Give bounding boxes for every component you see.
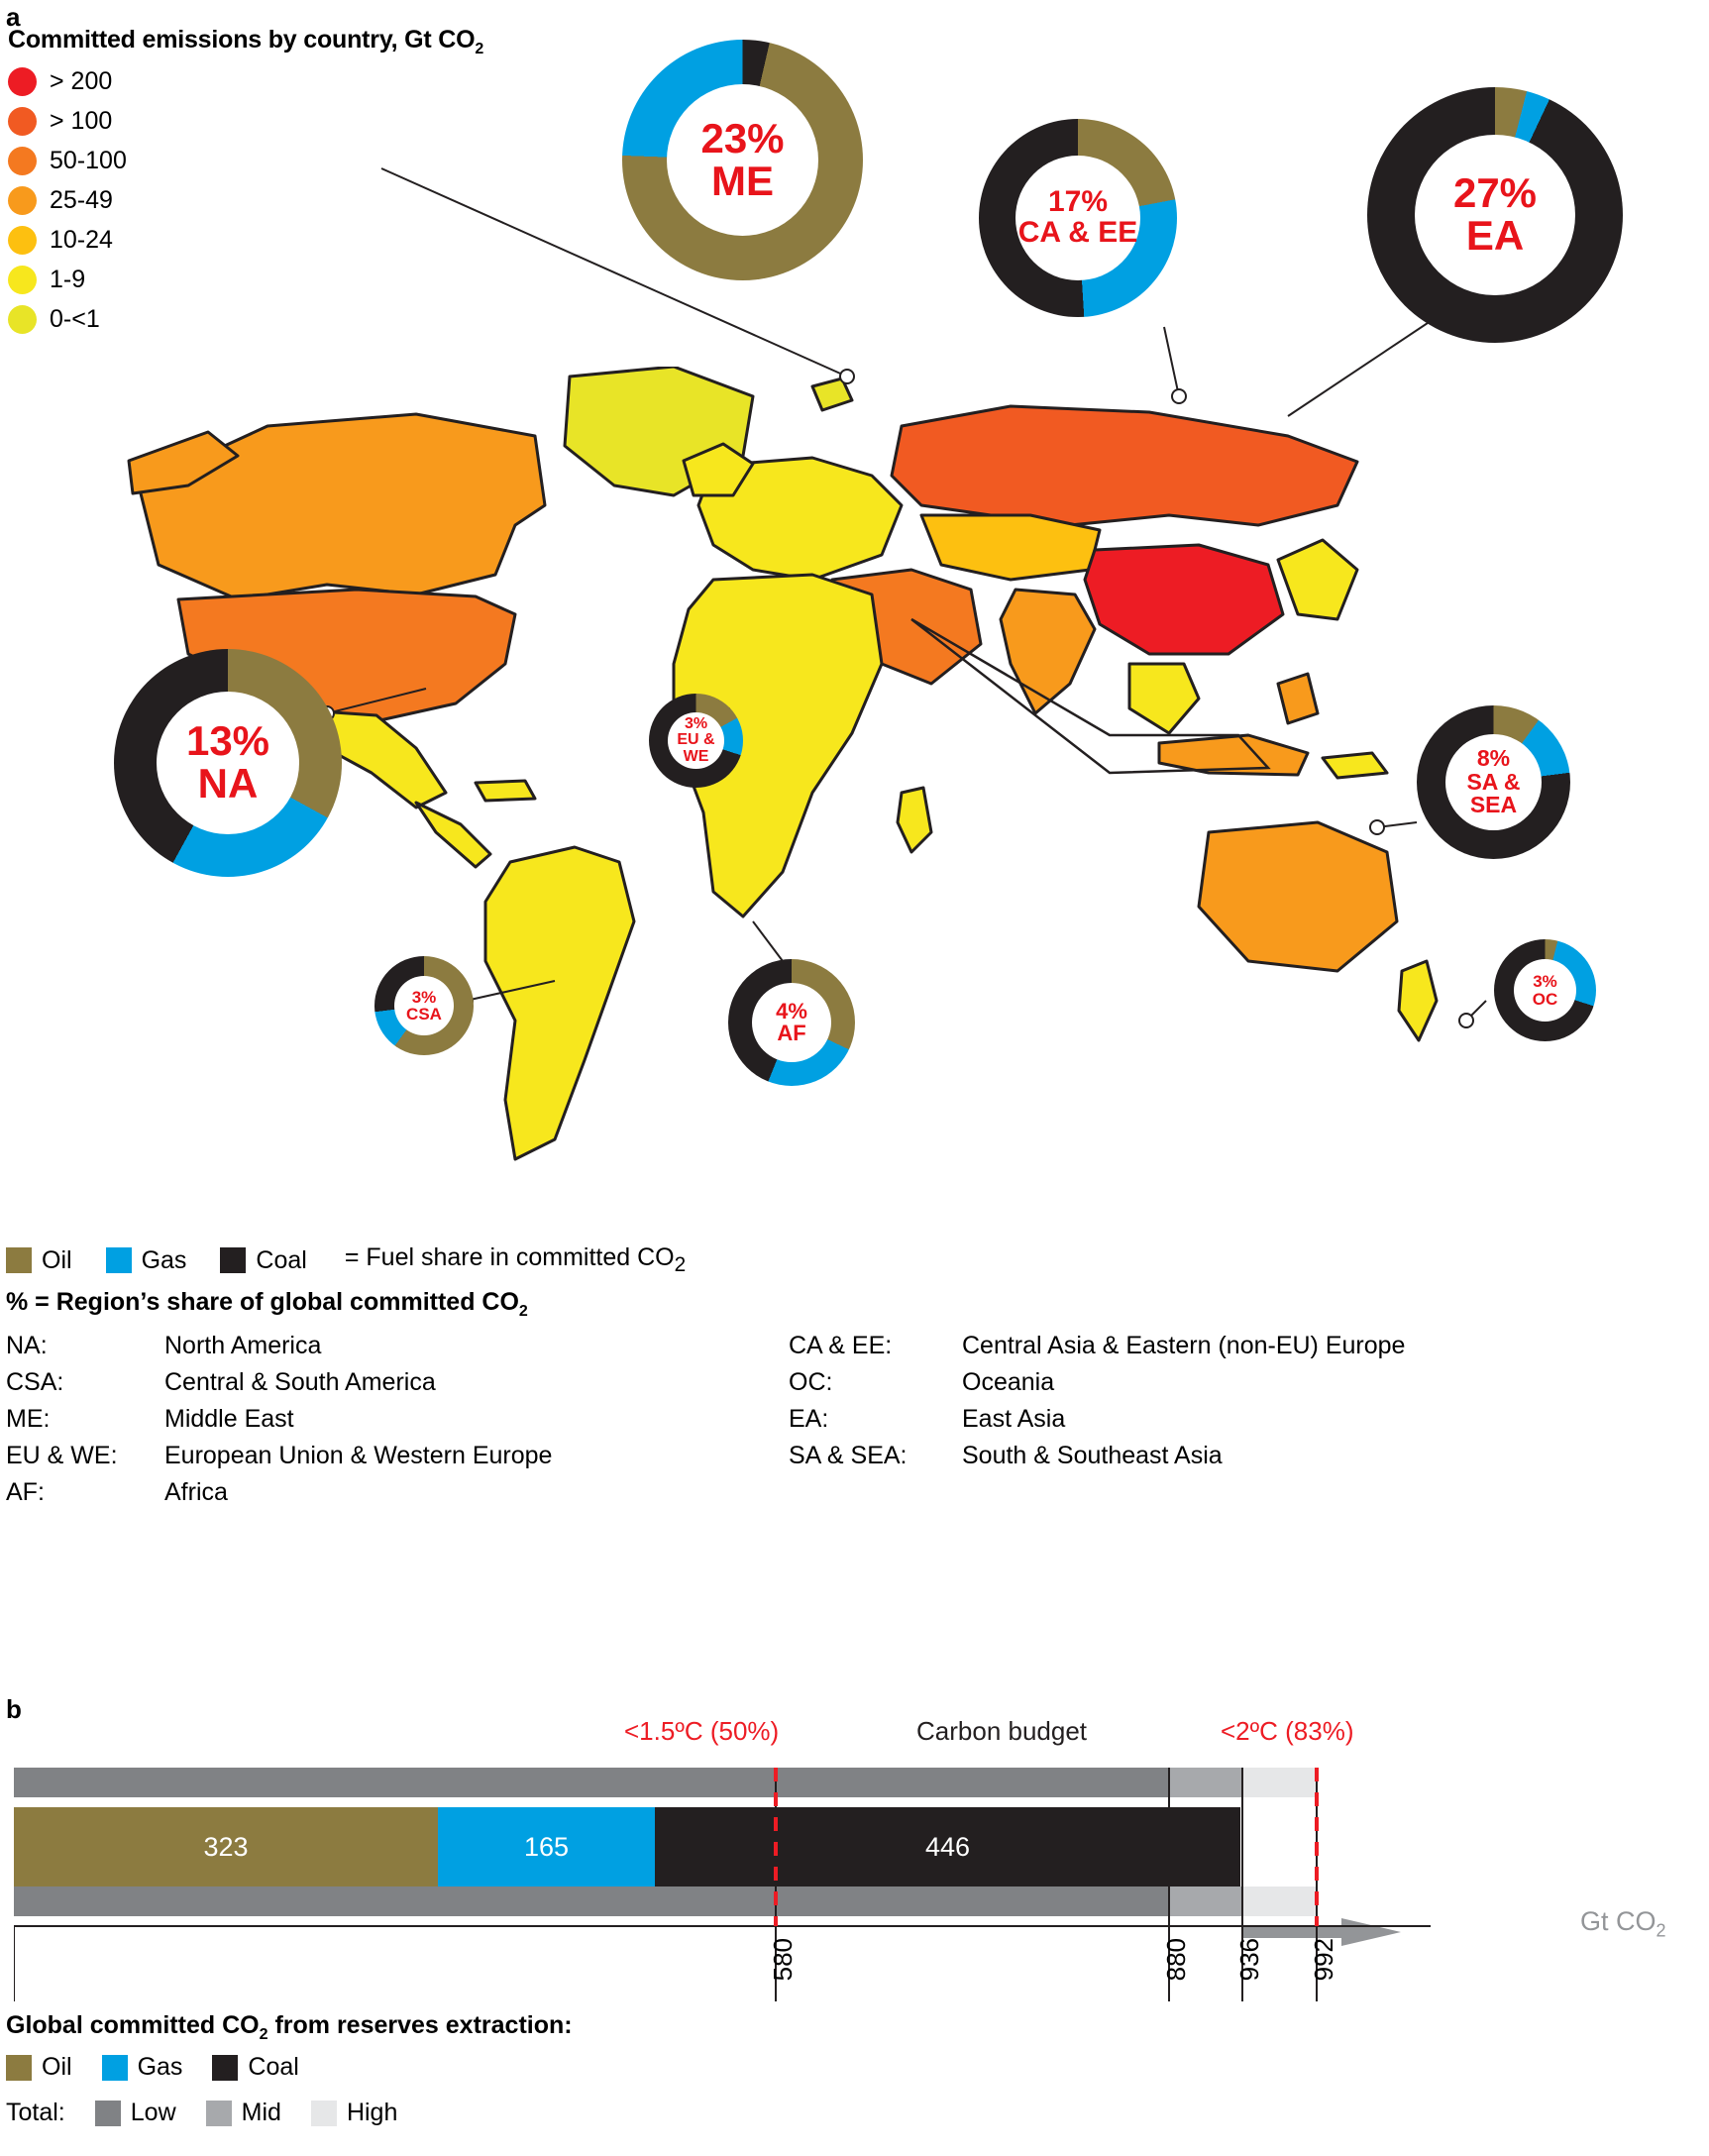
legend-item xyxy=(8,220,127,260)
donut-NA-share: 13% xyxy=(185,717,270,765)
donut-SA-SEA[interactable] xyxy=(1417,705,1570,859)
legend-item-label: 0-<1 xyxy=(50,304,100,333)
donut-CSA-code: CSA xyxy=(406,1005,442,1024)
abbrev-value: North America xyxy=(164,1332,322,1359)
b-legend-high xyxy=(311,2099,397,2127)
panel-b-caption xyxy=(6,2011,573,2044)
b-legend-oil xyxy=(6,2053,72,2082)
legend-item xyxy=(8,141,127,180)
fuel-share-legend xyxy=(6,1243,686,1277)
axis-unit-text: Gt CO xyxy=(1580,1906,1656,1936)
panel-b-caption-rest: from reserves extraction: xyxy=(267,2011,573,2039)
abbrev-value2: Oceania xyxy=(962,1368,1055,1396)
donut-SA-SEA-share: 8% xyxy=(1476,745,1511,772)
fuel-legend-note-sub: 2 xyxy=(674,1253,687,1276)
country-new-zealand xyxy=(1399,961,1437,1040)
donut-CA-EE-code: CA & EE xyxy=(1017,216,1138,249)
map-legend-title-sub: 2 xyxy=(475,41,484,57)
legend-swatch-icon xyxy=(8,226,37,255)
oil-swatch-icon xyxy=(6,2055,32,2081)
donut-ME[interactable] xyxy=(622,40,863,280)
b-legend-high-label: High xyxy=(346,2099,398,2126)
abbrev-value2: South & Southeast Asia xyxy=(962,1442,1223,1469)
fuel-legend-note xyxy=(345,1243,686,1277)
legend-item-label: 50-100 xyxy=(50,146,127,174)
island-madagascar xyxy=(898,788,931,852)
abbrev-key: CSA: xyxy=(6,1368,64,1396)
fuel-legend-note-text: = Fuel share in committed CO xyxy=(344,1243,675,1271)
region-east-asia-korea-japan xyxy=(1278,540,1357,619)
donut-AF[interactable] xyxy=(728,959,855,1086)
country-china xyxy=(1085,545,1283,654)
legend-swatch-icon xyxy=(8,67,37,96)
legend-item xyxy=(8,101,127,141)
panel-a-letter: a xyxy=(6,2,21,32)
legend-item-label: 10-24 xyxy=(50,225,113,254)
gas-swatch-icon xyxy=(102,2055,128,2081)
panel-b-letter: b xyxy=(6,1694,22,1724)
axis-unit-label xyxy=(1580,1906,1666,1941)
budget-line-1-label: <1.5ºC (50%) xyxy=(624,1716,780,1746)
tick-label-880: 880 xyxy=(1161,1938,1191,1982)
donut-OC-code: OC xyxy=(1532,989,1558,1009)
abbrev-value: Africa xyxy=(164,1478,228,1506)
region-southeast-asia xyxy=(1129,664,1199,733)
abbrev-key2: SA & SEA: xyxy=(789,1442,908,1469)
low-swatch-icon xyxy=(95,2101,121,2126)
legend-swatch-icon xyxy=(8,305,37,334)
region-share-note-text: % = Region’s share of global committed CO xyxy=(6,1288,519,1316)
region-share-note xyxy=(6,1288,528,1321)
fuel-legend-oil-label: Oil xyxy=(42,1245,72,1274)
panel-b-caption-sub: 2 xyxy=(259,2026,268,2043)
fuel-legend-gas-label: Gas xyxy=(141,1245,187,1274)
tick-label-992: 992 xyxy=(1309,1938,1338,1982)
fuel-legend-oil xyxy=(6,1246,72,1275)
island-svalbard xyxy=(812,378,852,410)
panel-b-total-legend xyxy=(6,2099,427,2127)
legend-item xyxy=(8,180,127,220)
abbrev-row xyxy=(6,1364,1405,1401)
donut-ME-share: 23% xyxy=(700,114,785,162)
abbrev-value: Middle East xyxy=(164,1405,294,1433)
donut-EA[interactable] xyxy=(1367,87,1623,343)
abbrev-row xyxy=(6,1328,1405,1364)
legend-item xyxy=(8,299,127,339)
donut-NA-code: NA xyxy=(197,760,259,807)
bar-segment-coal-value: 446 xyxy=(924,1831,971,1862)
mid-swatch-icon xyxy=(206,2101,232,2126)
panel-b-caption-text: Global committed CO xyxy=(6,2011,260,2039)
map-legend-title-text: Committed emissions by country, Gt CO xyxy=(8,26,476,54)
abbrev-row xyxy=(6,1474,1405,1511)
legend-item-label: > 200 xyxy=(50,66,113,95)
country-south-america xyxy=(485,847,634,1159)
b-legend-gas-label: Gas xyxy=(137,2053,183,2081)
fuel-legend-coal xyxy=(220,1246,306,1275)
island-png xyxy=(1323,753,1387,778)
region-central-asia xyxy=(921,515,1100,580)
b-legend-coal-label: Coal xyxy=(248,2053,299,2081)
donut-NA[interactable] xyxy=(114,649,342,877)
b-legend-low xyxy=(95,2099,176,2127)
abbrev-key: ME: xyxy=(6,1405,51,1433)
high-swatch-icon xyxy=(311,2101,337,2126)
donut-ME-code: ME xyxy=(711,157,774,204)
donut-EU-WE-share: 3% xyxy=(684,715,708,733)
abbrev-value2: East Asia xyxy=(962,1405,1066,1433)
b-legend-gas xyxy=(102,2053,183,2082)
island-philippines xyxy=(1278,674,1318,723)
panel-b-fuel-legend xyxy=(6,2053,329,2082)
abbrev-row xyxy=(6,1401,1405,1438)
abbreviation-table xyxy=(6,1328,1591,1511)
b-legend-mid xyxy=(206,2099,281,2127)
donut-CA-EE-share: 17% xyxy=(1047,185,1109,219)
b-legend-mid-label: Mid xyxy=(241,2099,281,2126)
abbrev-key: EU & WE: xyxy=(6,1442,118,1469)
coal-swatch-icon xyxy=(220,1247,246,1273)
donut-EA-share: 27% xyxy=(1452,169,1538,217)
coal-swatch-icon xyxy=(212,2055,238,2081)
tick-label-580: 580 xyxy=(768,1938,798,1982)
tick-label-936: 936 xyxy=(1234,1938,1264,1982)
carbon-budget-title: Carbon budget xyxy=(916,1716,1088,1746)
legend-item xyxy=(8,260,127,299)
legend-swatch-icon xyxy=(8,266,37,294)
legend-swatch-icon xyxy=(8,186,37,215)
abbrev-row xyxy=(6,1438,1405,1474)
donut-SA-SEA-code: SA & SEA xyxy=(1466,768,1521,818)
region-south-asia xyxy=(1001,590,1095,713)
total-word xyxy=(6,2099,65,2127)
panel-b xyxy=(0,1684,1709,2156)
legend-swatch-icon xyxy=(8,147,37,175)
abbrev-key2: OC: xyxy=(789,1368,833,1396)
abbrev-value: Central & South America xyxy=(164,1368,436,1396)
country-australia xyxy=(1199,822,1397,971)
donut-CA-EE[interactable] xyxy=(979,119,1177,317)
gas-swatch-icon xyxy=(106,1247,132,1273)
donut-AF-share: 4% xyxy=(776,998,807,1024)
map-legend-list xyxy=(8,61,127,339)
bar-segment-gas-value: 165 xyxy=(523,1831,570,1862)
oil-swatch-icon xyxy=(6,1247,32,1273)
legend-swatch-icon xyxy=(8,107,37,136)
axis-unit-sub: 2 xyxy=(1656,1920,1666,1941)
donut-AF-code: AF xyxy=(777,1021,806,1045)
abbrev-key: NA: xyxy=(6,1332,48,1359)
legend-item-label: > 100 xyxy=(50,106,113,135)
region-share-note-sub: 2 xyxy=(518,1303,528,1320)
legend-item-label: 25-49 xyxy=(50,185,113,214)
island-caribbean xyxy=(476,781,535,801)
abbrev-key2 xyxy=(789,1474,962,1511)
abbrev-value: European Union & Western Europe xyxy=(164,1442,553,1469)
budget-line-2-label: <2ºC (83%) xyxy=(1221,1716,1354,1746)
donut-EU-WE[interactable] xyxy=(649,694,743,788)
abbrev-key: AF: xyxy=(6,1478,45,1506)
fuel-legend-gas xyxy=(106,1246,187,1275)
region-central-america xyxy=(416,803,490,867)
legend-item xyxy=(8,61,127,101)
country-russia xyxy=(892,406,1357,525)
b-legend-oil-label: Oil xyxy=(42,2053,72,2081)
abbrev-value2: Central Asia & Eastern (non-EU) Europe xyxy=(962,1332,1406,1359)
abbrev-value2 xyxy=(962,1474,1405,1511)
abbrev-key2: EA: xyxy=(789,1405,829,1433)
total-word-label: Total: xyxy=(6,2099,65,2126)
donut-EU-WE-code: EU & WE xyxy=(677,731,715,765)
b-legend-low-label: Low xyxy=(130,2099,176,2126)
bar-segment-oil-value: 323 xyxy=(203,1831,249,1862)
donut-EA-code: EA xyxy=(1465,212,1525,259)
fuel-legend-coal-label: Coal xyxy=(256,1245,307,1274)
map-legend-title xyxy=(8,26,483,58)
donut-OC-share: 3% xyxy=(1533,972,1557,992)
abbrev-key2: CA & EE: xyxy=(789,1332,893,1359)
donut-CSA-share: 3% xyxy=(411,987,437,1007)
legend-item-label: 1-9 xyxy=(50,265,86,293)
donut-OC[interactable] xyxy=(1494,939,1596,1041)
b-legend-coal xyxy=(212,2053,298,2082)
donut-CSA[interactable] xyxy=(374,956,474,1055)
